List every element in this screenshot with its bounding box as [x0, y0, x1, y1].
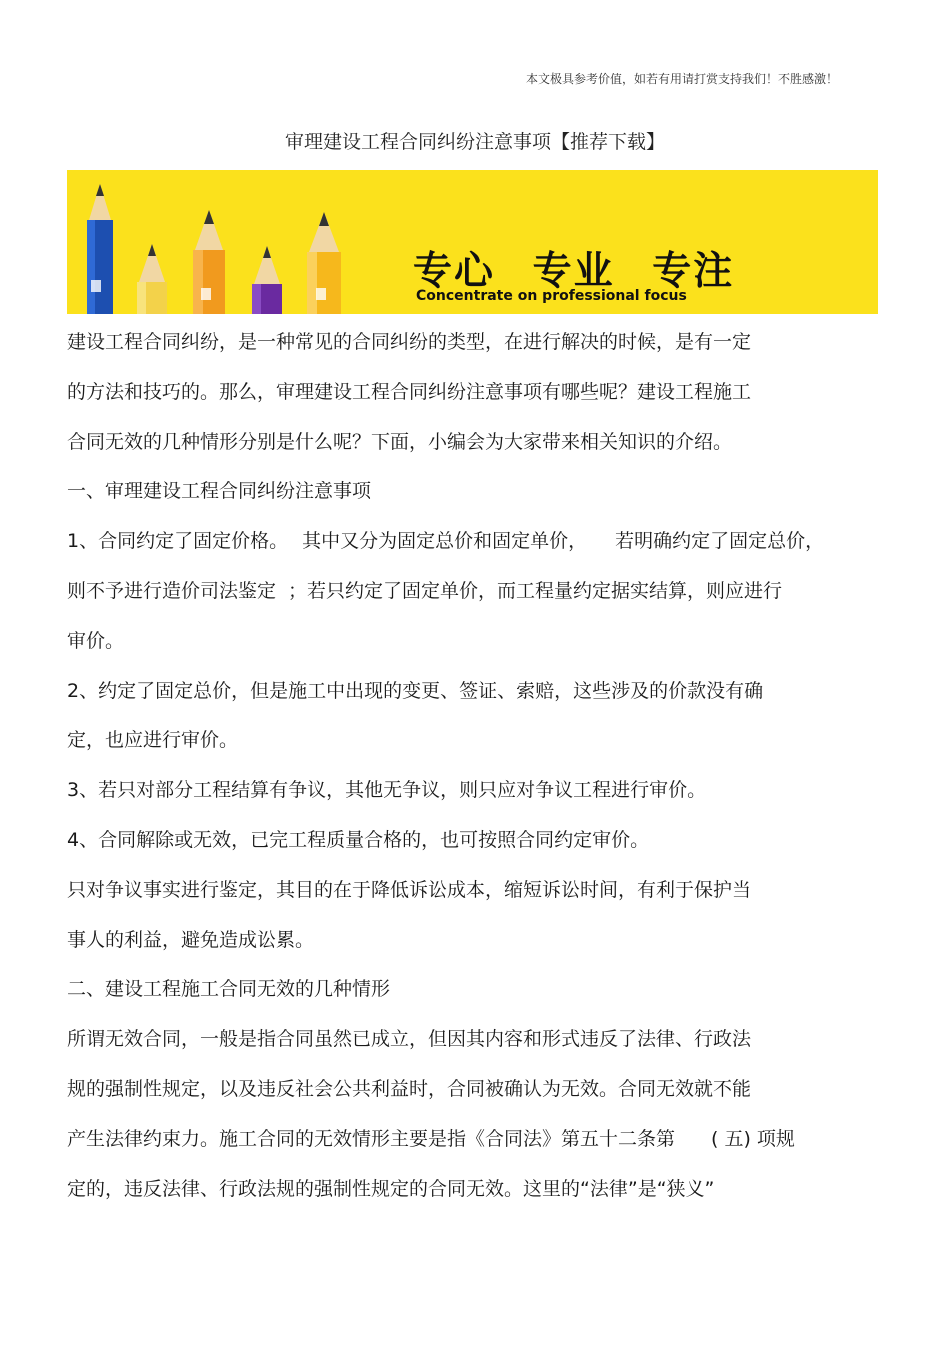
- paragraph-line: 定的，违反法律、行政法规的强制性规定的合同无效。这里的“法律”是“狭义”: [67, 1177, 715, 1200]
- paragraph-line: 所谓无效合同，一般是指合同虽然已成立，但因其内容和形式违反了法律、行政法: [67, 1028, 752, 1051]
- paragraph-line: 则不予进行造价司法鉴定 ；若只约定了固定单价，而工程量约定据实结算，则应进行: [67, 579, 783, 602]
- paragraph-line: 4、合同解除或无效，已完工程质量合格的，也可按照合同约定审价。: [67, 828, 650, 851]
- pencil-purple-icon: [252, 246, 282, 314]
- paragraph-line: 的方法和技巧的。那么，审理建设工程合同纠纷注意事项有哪些呢？建设工程施工: [67, 380, 752, 403]
- paragraph-line: 只对争议事实进行鉴定，其目的在于降低诉讼成本，缩短诉讼时间，有利于保护当: [67, 878, 752, 901]
- pencil-orange-icon: [193, 210, 225, 314]
- paragraph-line: 3、若只对部分工程结算有争议，其他无争议，则只应对争议工程进行审价。: [67, 779, 707, 802]
- slogan-word: 专心: [413, 249, 496, 294]
- paragraph-line: 定，也应进行审价。: [67, 729, 239, 752]
- pencil-orange-yellow-icon: [307, 212, 341, 314]
- document-title: 审理建设工程合同纠纷注意事项【推荐下载】: [284, 131, 665, 153]
- section-heading: 一、审理建设工程合同纠纷注意事项: [67, 480, 372, 503]
- paragraph-line: 规的强制性规定，以及违反社会公共利益时，合同被确认为无效。合同无效就不能: [67, 1077, 752, 1100]
- header-note: 本文极具参考价值，如若有用请打赏支持我们！不胜感激！: [525, 72, 838, 86]
- paragraph-line: 2、约定了固定总价，但是施工中出现的变更、签证、索赔，这些涉及的价款没有确: [67, 679, 764, 702]
- banner-slogan-english: Concentrate on professional focus: [416, 288, 687, 304]
- section-heading: 二、建设工程施工合同无效的几种情形: [67, 978, 391, 1001]
- paragraph-line: 产生法律约束力。施工合同的无效情形主要是指《合同法》第五十二条第 ( 五) 项规: [67, 1127, 795, 1150]
- slogan-word: 专业: [532, 249, 615, 294]
- banner-image: [67, 170, 878, 314]
- slogan-word: 专注: [652, 249, 735, 294]
- paragraph-line: 审价。: [67, 629, 125, 652]
- paragraph-line: 1、合同约定了固定价格。 其中又分为固定总价和固定单价， 若明确约定了固定总价，: [67, 530, 825, 553]
- pencil-blue-icon: [87, 184, 113, 314]
- paragraph-line: 建设工程合同纠纷，是一种常见的合同纠纷的类型，在进行解决的时候，是有一定: [67, 331, 752, 353]
- article-body: [67, 322, 882, 1218]
- pencil-yellow-icon: [137, 244, 167, 314]
- paragraph-line: 事人的利益，避免造成讼累。: [67, 928, 315, 951]
- paragraph-line: 合同无效的几种情形分别是什么呢？下面，小编会为大家带来相关知识的介绍。: [67, 430, 733, 453]
